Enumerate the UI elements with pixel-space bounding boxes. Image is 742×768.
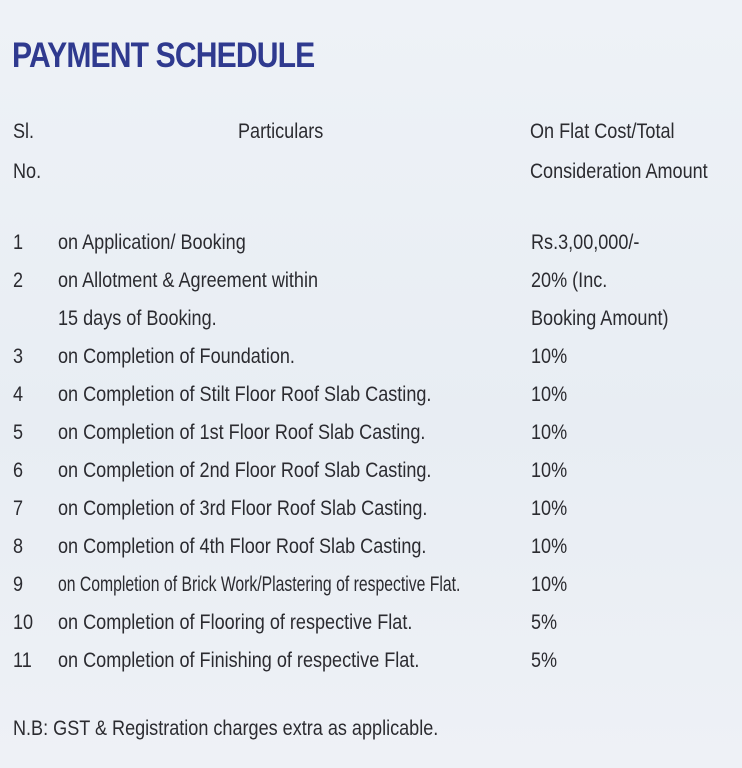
header-particulars: Particulars [238, 120, 324, 143]
row-particulars [58, 376, 431, 414]
row-number: 6 [13, 459, 24, 482]
table-row [0, 566, 742, 604]
row-number: 8 [13, 535, 24, 558]
row-particulars [58, 528, 426, 566]
table-row [0, 376, 742, 414]
row-number: 4 [13, 383, 24, 406]
particulars-line: on Completion of 1st Floor Roof Slab Casting. [58, 421, 426, 444]
footnote: N.B: GST & Registration charges extra as applicable. [13, 717, 439, 740]
particulars-line: on Completion of Stilt Floor Roof Slab Casting. [58, 383, 432, 406]
amount-line: 10% [531, 459, 568, 482]
amount-line: 10% [531, 535, 568, 558]
table-row [0, 528, 742, 566]
row-amount [531, 262, 669, 338]
header-amount-line1: On Flat Cost/Total [530, 120, 675, 143]
row-number: 3 [13, 345, 24, 368]
row-particulars [58, 338, 295, 376]
amount-line: 10% [531, 383, 568, 406]
table-row [0, 490, 742, 528]
header-amount [530, 112, 708, 192]
particulars-line: on Completion of Flooring of respective Flat. [58, 611, 413, 634]
row-particulars [58, 566, 460, 604]
row-amount [531, 642, 557, 680]
amount-line: 10% [531, 573, 568, 596]
row-amount [531, 414, 567, 452]
particulars-line: on Completion of Brick Work/Plastering of respective Flat. [58, 573, 461, 596]
row-particulars [58, 604, 412, 642]
particulars-line: 15 days of Booking. [58, 307, 217, 330]
particulars-line: on Completion of 3rd Floor Roof Slab Casting. [58, 497, 428, 520]
row-particulars [58, 414, 425, 452]
amount-line: 5% [531, 611, 558, 634]
row-particulars [58, 262, 318, 338]
row-number: 11 [13, 649, 32, 672]
table-row [0, 452, 742, 490]
row-amount [531, 528, 567, 566]
row-amount [531, 566, 567, 604]
page-title: PAYMENT SCHEDULE [12, 36, 315, 75]
particulars-line: on Completion of 2nd Floor Roof Slab Casting. [58, 459, 432, 482]
amount-line: Rs.3,00,000/- [531, 231, 640, 254]
row-amount [531, 376, 567, 414]
row-number: 9 [13, 573, 24, 596]
schedule-table [0, 224, 742, 680]
row-amount [531, 452, 567, 490]
row-number: 2 [13, 269, 24, 292]
particulars-line: on Completion of Finishing of respective Flat. [58, 649, 420, 672]
particulars-line: on Allotment & Agreement within [58, 269, 319, 292]
amount-line: Booking Amount) [531, 307, 669, 330]
amount-line: 20% (Inc. [531, 269, 608, 292]
header-serial-line1: Sl. [13, 120, 35, 143]
amount-line: 10% [531, 345, 568, 368]
particulars-line: on Application/ Booking [58, 231, 246, 254]
particulars-line: on Completion of Foundation. [58, 345, 295, 368]
row-amount [531, 338, 567, 376]
row-particulars [58, 642, 419, 680]
row-number: 7 [13, 497, 24, 520]
row-particulars [58, 490, 427, 528]
row-particulars [58, 452, 431, 490]
table-row [0, 414, 742, 452]
row-number: 5 [13, 421, 24, 444]
row-particulars [58, 224, 246, 262]
table-row [0, 338, 742, 376]
header-serial-line2: No. [13, 160, 42, 183]
row-number: 10 [13, 611, 34, 634]
table-row [0, 224, 742, 262]
row-amount [531, 224, 639, 262]
header-serial-number [13, 112, 41, 192]
amount-line: 10% [531, 421, 568, 444]
amount-line: 5% [531, 649, 558, 672]
header-amount-line2: Consideration Amount [530, 160, 708, 183]
row-amount [531, 604, 557, 642]
table-row [0, 604, 742, 642]
table-row [0, 262, 742, 338]
particulars-line: on Completion of 4th Floor Roof Slab Casting. [58, 535, 427, 558]
row-amount [531, 490, 567, 528]
table-row [0, 642, 742, 680]
row-number: 1 [13, 231, 24, 254]
amount-line: 10% [531, 497, 568, 520]
